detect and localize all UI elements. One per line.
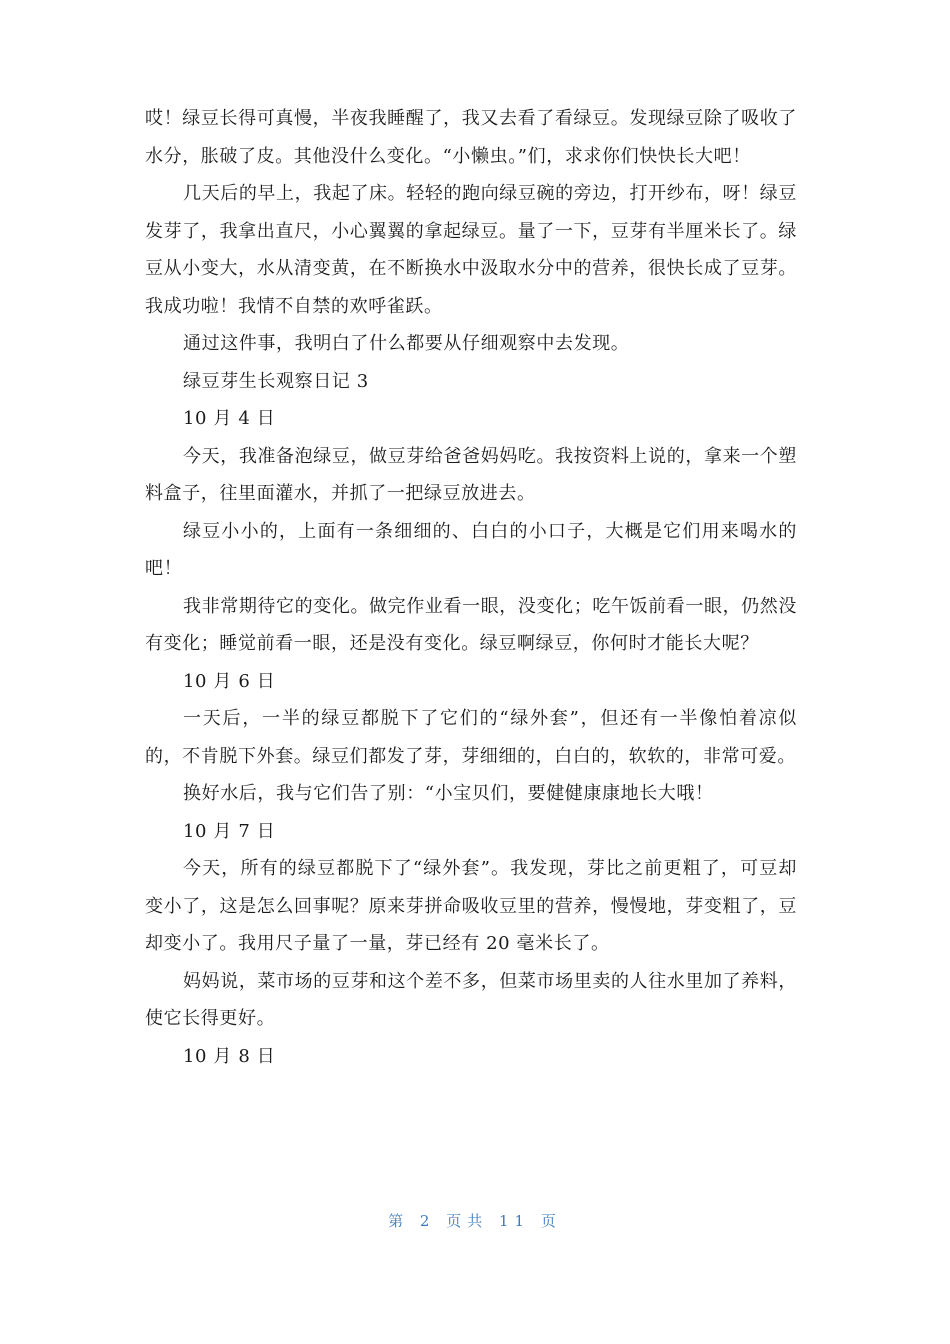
footer-prefix: 第 [388, 1212, 410, 1230]
paragraph-6: 今天，我准备泡绿豆，做豆芽给爸爸妈妈吃。我按资料上说的，拿来一个塑料盒子，往里面灌水，并抓了一把绿豆放进去。 [145, 445, 797, 504]
diary-date-oct-4: 10 月 4 日 [183, 408, 276, 429]
footer-suffix: 页 [540, 1212, 562, 1230]
paragraph-14: 妈妈说，菜市场的豆芽和这个差不多，但菜市场里卖的人往水里加了养料，使它长得更好。 [145, 970, 797, 1029]
paragraph-8: 我非常期待它的变化。做完作业看一眼，没变化；吃午饭前看一眼，仍然没有变化；睡觉前看一眼，还是没有变化。绿豆啊绿豆，你何时才能长大呢？ [145, 595, 797, 654]
page-footer [0, 1210, 950, 1231]
paragraph-10: 一天后，一半的绿豆都脱下了它们的“绿外套”，但还有一半像怕着凉似的，不肯脱下外套。绿豆们都发了芽，芽细细的，白白的，软软的，非常可爱。 [145, 708, 797, 767]
paragraph-11: 换好水后，我与它们告了别：“小宝贝们，要健健康康地长大哦！ [183, 783, 714, 804]
diary-date-oct-7: 10 月 7 日 [183, 820, 276, 842]
paragraph-1: 哎！绿豆长得可真慢，半夜我睡醒了，我又去看了看绿豆。发现绿豆除了吸收了水分，胀破了皮。其他没什么变化。“小懒虫。”们，求求你们快快长大吧！ [145, 108, 797, 167]
total-page-count: 11 [499, 1212, 531, 1230]
footer-middle: 页共 [446, 1212, 489, 1230]
document-body [145, 100, 797, 1075]
diary-date-oct-6: 10 月 6 日 [183, 670, 276, 692]
diary-date-oct-8: 10 月 8 日 [183, 1045, 276, 1067]
paragraph-2: 几天后的早上，我起了床。轻轻的跑向绿豆碗的旁边，打开纱布，呀！绿豆发芽了，我拿出直尺，小心翼翼的拿起绿豆。量了一下，豆芽有半厘米长了。绿豆从小变大，水从清变黄，在不断换水中汲取水分中的营养，很快长成了豆芽。我成功啦！我情不自禁的欢呼雀跃。 [145, 183, 797, 317]
current-page-number: 2 [419, 1212, 436, 1230]
section-title: 绿豆芽生长观察日记 3 [183, 370, 369, 392]
paragraph-13: 今天，所有的绿豆都脱下了“绿外套”。我发现，芽比之前更粗了，可豆却变小了，这是怎么回事呢？原来芽拼命吸收豆里的营养，慢慢地，芽变粗了，豆却变小了。我用尺子量了一量，芽已经有 20 毫米长了。 [145, 858, 797, 954]
paragraph-7: 绿豆小小的，上面有一条细细的、白白的小口子，大概是它们用来喝水的吧！ [145, 520, 797, 579]
paragraph-3: 通过这件事，我明白了什么都要从仔细观察中去发现。 [183, 333, 630, 354]
